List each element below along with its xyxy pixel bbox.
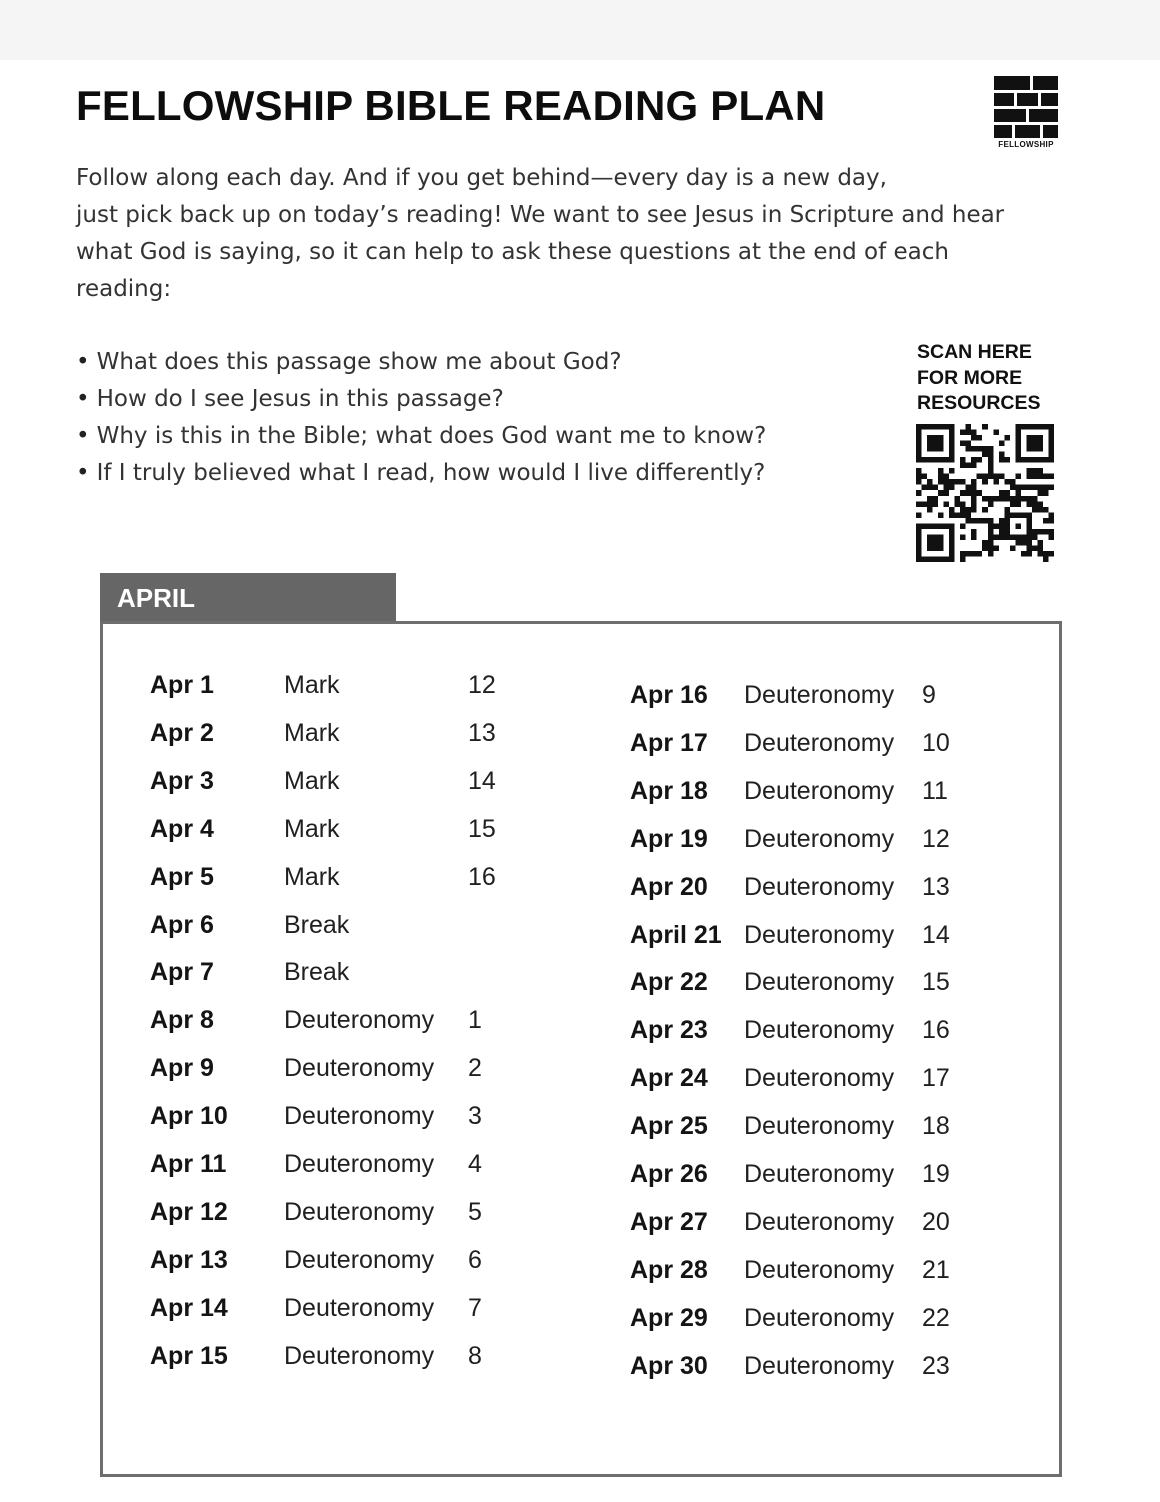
reading-book: Deuteronomy	[284, 1150, 435, 1178]
reading-date: Apr 30	[630, 1351, 708, 1380]
reading-date: Apr 28	[630, 1255, 708, 1284]
reading-book: Deuteronomy	[744, 1016, 895, 1045]
reading-date: Apr 8	[150, 1006, 214, 1035]
reading-date: Apr 18	[630, 776, 708, 805]
reading-book: Deuteronomy	[744, 968, 895, 997]
reading-row	[150, 671, 496, 703]
reading-row	[630, 1256, 970, 1288]
reading-row	[630, 1112, 970, 1144]
question-item: • If I truly believed what I read, how would I live differently?	[76, 455, 766, 492]
reading-date: Apr 17	[630, 728, 708, 757]
qr-code-icon[interactable]	[916, 424, 1054, 562]
reading-row	[150, 1198, 490, 1230]
reading-chapter: 11	[922, 776, 948, 805]
reading-chapter: 2	[468, 1054, 482, 1083]
reading-date: Apr 23	[630, 1016, 708, 1045]
reading-chapter: 1	[468, 1006, 482, 1035]
reading-date: Apr 13	[150, 1245, 228, 1274]
reflection-questions	[76, 344, 766, 492]
reading-date: Apr 2	[150, 718, 214, 747]
reading-chapter: 20	[922, 1207, 950, 1236]
reading-date: Apr 5	[150, 862, 214, 891]
reading-date: Apr 29	[630, 1303, 708, 1332]
intro-line: what God is saying, so it can help to ask these questions at the end of each	[76, 239, 949, 265]
reading-row	[630, 1160, 970, 1192]
reading-row	[630, 825, 970, 857]
reading-book: Deuteronomy	[744, 824, 895, 853]
reading-row	[150, 1246, 490, 1278]
reading-row	[150, 958, 490, 990]
reading-row	[630, 968, 970, 1000]
reading-row	[630, 1064, 970, 1096]
reading-row	[150, 814, 496, 847]
reading-book: Deuteronomy	[744, 1160, 895, 1188]
reading-date: Apr 22	[630, 968, 708, 997]
intro-line: Follow along each day. And if you get behind—every day is a new day,	[76, 165, 887, 191]
reading-book: Deuteronomy	[284, 1006, 435, 1035]
reading-date: Apr 6	[150, 910, 214, 939]
reading-row	[150, 1150, 490, 1182]
scan-resources-label	[917, 340, 1041, 417]
reading-row	[150, 718, 496, 751]
reading-date: Apr 3	[150, 766, 214, 795]
reading-chapter: 19	[922, 1160, 950, 1188]
scan-line: RESOURCES	[917, 392, 1041, 414]
reading-book: Deuteronomy	[744, 1207, 895, 1236]
reading-book: Deuteronomy	[744, 1255, 895, 1284]
question-item: • Why is this in the Bible; what does God want me to know?	[76, 418, 766, 455]
reading-chapter: 8	[468, 1341, 482, 1370]
reading-date: Apr 27	[630, 1207, 708, 1236]
reading-chapter: 13	[922, 872, 950, 901]
reading-chapter: 15	[922, 968, 950, 997]
reading-row	[630, 921, 970, 953]
reading-chapter: 22	[922, 1303, 950, 1332]
reading-book: Mark	[284, 862, 340, 891]
reading-book: Mark	[284, 766, 340, 795]
question-item: • How do I see Jesus in this passage?	[76, 381, 766, 418]
scan-line: SCAN HERE	[917, 341, 1032, 363]
reading-book: Deuteronomy	[744, 728, 895, 757]
intro-line: just pick back up on today’s reading! We want to see Jesus in Scripture and hear	[76, 202, 1005, 228]
reading-date: Apr 20	[630, 872, 708, 901]
reading-chapter: 18	[922, 1112, 950, 1141]
reading-row	[150, 1342, 490, 1374]
reading-date: Apr 12	[150, 1197, 228, 1226]
reading-row	[150, 1102, 490, 1134]
reading-book: Break	[284, 958, 350, 987]
reading-row	[150, 911, 490, 943]
reading-row	[150, 766, 496, 799]
reading-chapter: 23	[922, 1351, 950, 1380]
top-band	[0, 0, 1160, 60]
reading-chapter: 16	[922, 1016, 950, 1045]
reading-date: Apr 14	[150, 1293, 228, 1322]
reading-book: Deuteronomy	[284, 1102, 435, 1131]
reading-chapter: 14	[922, 920, 950, 949]
reading-row	[630, 777, 970, 809]
intro-paragraph	[76, 160, 1076, 308]
question-item: • What does this passage show me about God?	[76, 344, 766, 381]
reading-date: Apr 9	[150, 1054, 214, 1083]
reading-book: Deuteronomy	[744, 1112, 895, 1141]
reading-date: Apr 24	[630, 1064, 708, 1093]
reading-chapter: 9	[922, 681, 936, 709]
reading-chapter: 15	[468, 814, 496, 843]
reading-book: Deuteronomy	[284, 1054, 435, 1083]
page-title: FELLOWSHIP BIBLE READING PLAN	[76, 82, 826, 129]
reading-chapter: 10	[922, 728, 950, 757]
reading-chapter: 13	[468, 718, 496, 747]
reading-book: Deuteronomy	[744, 776, 895, 805]
reading-book: Deuteronomy	[744, 681, 895, 709]
reading-chapter: 21	[922, 1255, 950, 1284]
reading-row	[630, 873, 970, 905]
reading-date: Apr 19	[630, 824, 708, 853]
reading-chapter: 4	[468, 1150, 482, 1178]
reading-chapter: 12	[468, 671, 496, 699]
reading-chapter: 17	[922, 1064, 950, 1093]
reading-chapter: 3	[468, 1102, 482, 1131]
reading-book: Deuteronomy	[284, 1341, 435, 1370]
reading-chapter: 12	[922, 824, 950, 853]
reading-row	[150, 862, 496, 895]
reading-date: Apr 4	[150, 814, 214, 843]
reading-book: Deuteronomy	[284, 1293, 435, 1322]
reading-date: Apr 16	[630, 681, 708, 709]
reading-row	[630, 1208, 970, 1240]
reading-book: Deuteronomy	[744, 1064, 895, 1093]
reading-book: Deuteronomy	[284, 1245, 435, 1274]
reading-book: Deuteronomy	[744, 920, 895, 949]
reading-book: Deuteronomy	[744, 1303, 895, 1332]
reading-date: Apr 26	[630, 1160, 708, 1188]
reading-row	[150, 1054, 490, 1086]
reading-book: Mark	[284, 718, 340, 747]
reading-book: Deuteronomy	[284, 1197, 435, 1226]
reading-date: Apr 15	[150, 1341, 228, 1370]
reading-row	[150, 1006, 490, 1038]
reading-row	[630, 729, 970, 761]
reading-chapter: 7	[468, 1293, 482, 1322]
month-tab: APRIL	[100, 573, 396, 622]
reading-date: Apr 10	[150, 1102, 228, 1131]
scan-line: FOR MORE	[917, 366, 1023, 389]
reading-row	[630, 1304, 970, 1336]
reading-chapter: 16	[468, 862, 496, 891]
reading-chapter: 14	[468, 766, 496, 795]
reading-book: Mark	[284, 814, 340, 843]
reading-date: Apr 25	[630, 1112, 708, 1141]
logo-wordmark: FELLOWSHIP	[998, 140, 1054, 149]
reading-chapter: 6	[468, 1245, 482, 1274]
reading-row	[630, 1352, 970, 1384]
reading-book: Break	[284, 910, 350, 939]
reading-date: Apr 7	[150, 958, 214, 987]
reading-book: Deuteronomy	[744, 872, 895, 901]
reading-row	[630, 1016, 970, 1048]
fellowship-logo	[994, 76, 1058, 149]
reading-date: Apr 1	[150, 671, 214, 699]
reading-chapter: 5	[468, 1197, 482, 1226]
reading-book: Mark	[284, 671, 340, 699]
reading-row	[150, 1294, 490, 1326]
reading-date: April 21	[630, 920, 722, 949]
reading-row	[630, 681, 970, 713]
brick-logo-icon	[994, 76, 1058, 138]
reading-book: Deuteronomy	[744, 1351, 895, 1380]
reading-date: Apr 11	[150, 1150, 227, 1178]
intro-line: reading:	[76, 276, 172, 302]
